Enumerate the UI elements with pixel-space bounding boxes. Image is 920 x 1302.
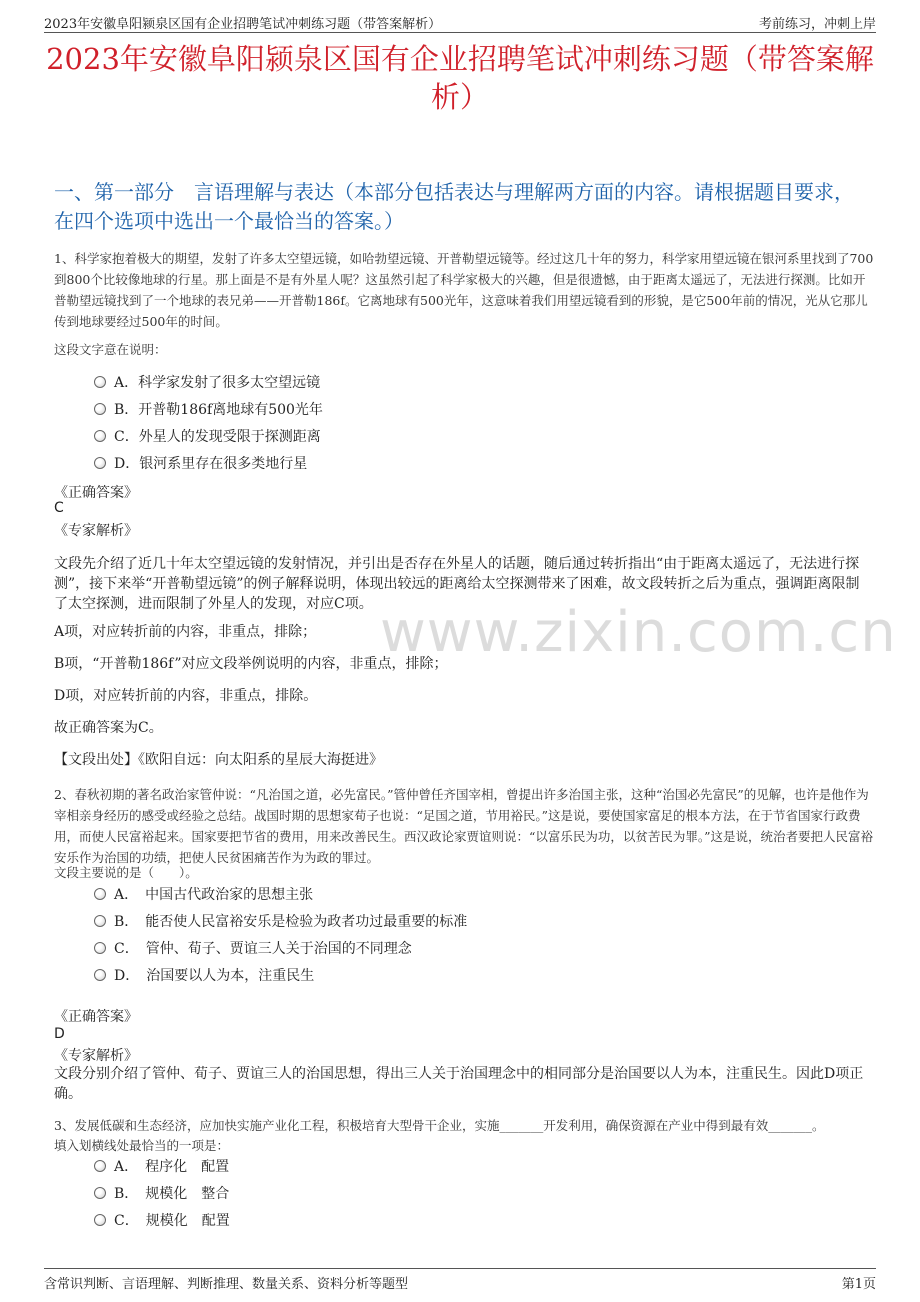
q1-note-a: A项，对应转折前的内容，非重点，排除； bbox=[54, 624, 317, 640]
q3-prompt: 填入划横线处最恰当的一项是： bbox=[54, 1138, 230, 1153]
q1-conclusion: 故正确答案为C。 bbox=[54, 720, 163, 736]
q3-option-c[interactable]: C． 规模化 配置 bbox=[94, 1211, 230, 1231]
q1-stem: 1、科学家抱着极大的期望，发射了许多太空望远镜，如哈勃望远镜、开普勒望远镜等。经过这几十年的努力，科学家用望远镜在银河系里找到了700到800个比较像地球的行星。那上面是不是有外星人呢？这虽然引起了科学家极大的兴趣，但是很遗憾，由于距离太遥远了，无法进行探测。比如开普勒望远镜找到了一个地球的表兄弟——开普勒186f。它离地球有500光年，这意味着我们用望远镜看到的形貌，是它500年前的情况，光从它那儿传到地球要经过500年的时间。 bbox=[54, 251, 874, 329]
q1-option-c[interactable]: C．外星人的发现受限于探测距离 bbox=[94, 427, 321, 447]
radio-icon[interactable] bbox=[94, 403, 106, 415]
q1-option-d[interactable]: D．银河系里存在很多类地行星 bbox=[94, 454, 307, 474]
q1-option-b[interactable]: B．开普勒186f离地球有500光年 bbox=[94, 400, 323, 420]
radio-icon[interactable] bbox=[94, 942, 106, 954]
section-heading: 一、第一部分 言语理解与表达（本部分包括表达与理解两方面的内容。请根据题目要求，在四个选项中选出一个最恰当的答案。） bbox=[54, 180, 854, 233]
q1-answer: C bbox=[54, 500, 64, 516]
document-title: 2023年安徽阜阳颍泉区国有企业招聘笔试冲刺练习题（带答案解析） bbox=[46, 42, 874, 114]
header-title: 2023年安徽阜阳颍泉区国有企业招聘笔试冲刺练习题（带答案解析） bbox=[44, 17, 442, 32]
radio-icon[interactable] bbox=[94, 888, 106, 900]
q2-option-a[interactable]: A． 中国古代政治家的思想主张 bbox=[94, 885, 313, 905]
q2-option-d[interactable]: D． 治国要以人为本，注重民生 bbox=[94, 966, 314, 986]
q2-analysis: 文段分别介绍了管仲、荀子、贾谊三人的治国思想，得出三人关于治国理念中的相同部分是治国要以人为本，注重民生。因此D项正确。 bbox=[54, 1066, 864, 1102]
page-number: 第1页 bbox=[841, 1277, 876, 1292]
header-slogan: 考前练习，冲刺上岸 bbox=[758, 17, 876, 32]
watermark: www.zixin.com.cn bbox=[380, 600, 897, 665]
q3-option-b[interactable]: B． 规模化 整合 bbox=[94, 1184, 229, 1204]
page-header bbox=[44, 10, 876, 33]
q1-note-d: D项，对应转折前的内容，非重点，排除。 bbox=[54, 688, 318, 704]
radio-icon[interactable] bbox=[94, 457, 106, 469]
q1-prompt: 这段文字意在说明： bbox=[54, 342, 167, 357]
q2-answer-label: 《正确答案》 bbox=[54, 1009, 138, 1025]
radio-icon[interactable] bbox=[94, 376, 106, 388]
q2-stem: 2、春秋初期的著名政治家管仲说：“凡治国之道，必先富民。”管仲曾任齐国宰相，曾提出许多治国主张，这种“治国必先富民”的见解，也许是他作为宰相亲身经历的感受或经验之总结。战国时期的思想家荀子也说：“足国之道，节用裕民。”这是说，要使国家富足的根本方法，在于节省国家行政费用，而使人民富裕起来。国家要把节省的费用，用来改善民生。西汉政论家贾谊则说：“以富乐民为功，以贫苦民为罪。”这是说，统治者要把人民富裕安乐作为治国的功绩，把使人民贫困痛苦作为为政的罪过。 bbox=[54, 787, 874, 865]
radio-icon[interactable] bbox=[94, 915, 106, 927]
q3-option-a[interactable]: A． 程序化 配置 bbox=[94, 1157, 229, 1177]
radio-icon[interactable] bbox=[94, 969, 106, 981]
radio-icon[interactable] bbox=[94, 1187, 106, 1199]
q2-analysis-label: 《专家解析》 bbox=[54, 1048, 138, 1064]
radio-icon[interactable] bbox=[94, 1160, 106, 1172]
q2-prompt: 文段主要说的是（ ）。 bbox=[54, 865, 198, 880]
q1-source: 【文段出处】《欧阳自远：向太阳系的星辰大海挺进》 bbox=[54, 752, 383, 768]
page-footer bbox=[44, 1268, 876, 1293]
q3-stem: 3、发展低碳和生态经济，应加快实施产业化工程，积极培育大型骨干企业，实施_______开发利用，确保资源在产业中得到最有效_______。 bbox=[54, 1118, 825, 1133]
q1-answer-label: 《正确答案》 bbox=[54, 485, 138, 501]
q1-analysis-label: 《专家解析》 bbox=[54, 523, 138, 539]
footer-topics: 含常识判断、言语理解、判断推理、数量关系、资料分析等题型 bbox=[44, 1277, 409, 1292]
q1-note-b: B项，“开普勒186f”对应文段举例说明的内容，非重点，排除； bbox=[54, 656, 448, 672]
q2-option-c[interactable]: C． 管仲、荀子、贾谊三人关于治国的不同理念 bbox=[94, 939, 412, 959]
q1-option-a[interactable]: A．科学家发射了很多太空望远镜 bbox=[94, 373, 320, 393]
radio-icon[interactable] bbox=[94, 1214, 106, 1226]
radio-icon[interactable] bbox=[94, 430, 106, 442]
q1-analysis: 文段先介绍了近几十年太空望远镜的发射情况，并引出是否存在外星人的话题，随后通过转折指出“由于距离太遥远了，无法进行探测”，接下来举“开普勒望远镜”的例子解释说明，体现出较远的距离给太空探测带来了困难，故文段转折之后为重点，强调距离限制了太空探测，进而限制了外星人的发现，对应C项。 bbox=[54, 556, 860, 612]
q2-option-b[interactable]: B． 能否使人民富裕安乐是检验为政者功过最重要的标准 bbox=[94, 912, 467, 932]
q2-answer: D bbox=[54, 1026, 65, 1042]
